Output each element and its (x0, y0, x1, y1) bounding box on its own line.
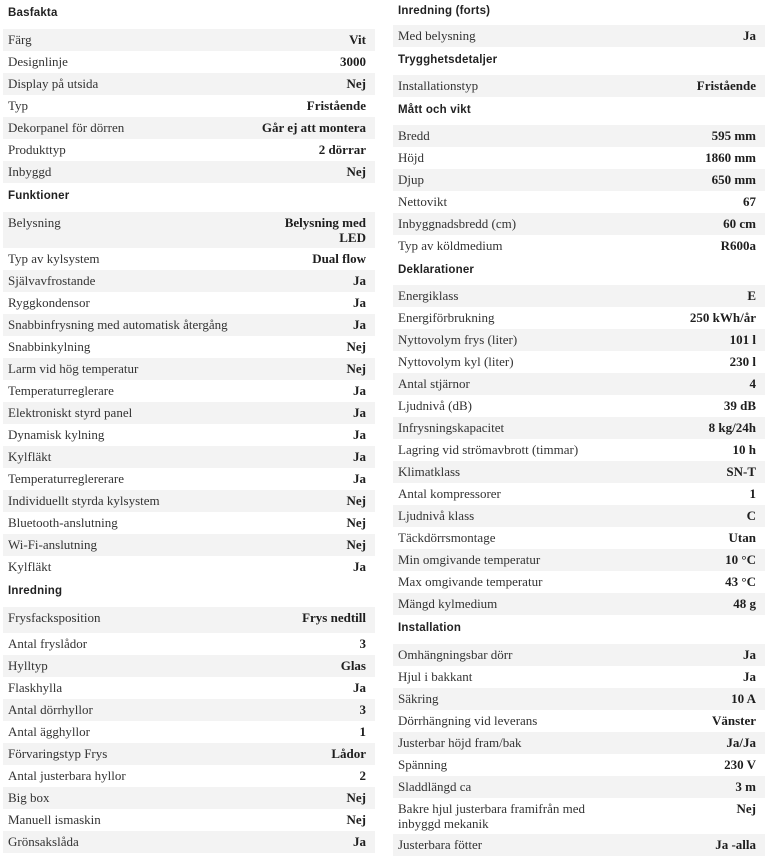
spec-row (3, 556, 375, 578)
spec-label: Temperaturreglererare (8, 471, 125, 486)
spec-label: Dynamisk kylning (8, 427, 105, 442)
spec-row (393, 593, 765, 615)
spec-row (3, 765, 375, 787)
spec-label: Självavfrostande (8, 273, 96, 288)
spec-row (3, 677, 375, 699)
spec-row (393, 351, 765, 373)
spec-value: Ja (743, 28, 756, 43)
spec-value: Ja (353, 449, 366, 464)
spec-row (393, 461, 765, 483)
spec-row (393, 666, 765, 688)
spec-label: Spänning (398, 757, 448, 772)
spec-label: Djup (398, 172, 424, 187)
spec-label: Med belysning (398, 28, 476, 43)
spec-row (393, 754, 765, 776)
spec-label: Antal justerbara hyllor (8, 768, 126, 783)
spec-value: Ja (743, 647, 756, 662)
spec-value: 10 h (732, 442, 756, 457)
spec-value: 4 (749, 376, 756, 391)
spec-value: Frys nedtill (302, 610, 366, 625)
spec-value: 230 l (729, 354, 756, 369)
spec-row (3, 139, 375, 161)
spec-value: 230 V (724, 757, 756, 772)
spec-value: Vänster (711, 713, 756, 728)
spec-value: Ja (353, 317, 366, 332)
spec-row (3, 95, 375, 117)
spec-label: Hjul i bakkant (398, 669, 473, 684)
spec-row (393, 505, 765, 527)
spec-value: Ja (353, 471, 366, 486)
spec-row (3, 809, 375, 831)
spec-column-left (3, 0, 375, 853)
spec-value: Glas (340, 658, 366, 673)
spec-label: Typ av kylsystem (8, 251, 100, 266)
spec-value: Ja (353, 273, 366, 288)
spec-value: SN-T (726, 464, 756, 479)
spec-row (393, 571, 765, 593)
spec-row (3, 633, 375, 655)
spec-row (3, 380, 375, 402)
spec-row (3, 721, 375, 743)
section-title-inredning: Inredning (8, 585, 63, 597)
spec-value: Ja (353, 680, 366, 695)
spec-label: Ljudnivå klass (398, 508, 475, 523)
spec-label: Big box (8, 790, 50, 805)
spec-row (3, 490, 375, 512)
spec-label: Belysning (8, 215, 61, 230)
section-title-inredning-forts: Inredning (forts) (398, 5, 491, 17)
spec-value: 48 g (733, 596, 756, 611)
section-title-installation: Installation (398, 622, 462, 634)
spec-value: Vit (349, 32, 366, 47)
spec-label: Bakre hjul justerbara framifrån med inbyggd mekanik (398, 801, 585, 831)
spec-value: Ja (353, 295, 366, 310)
spec-row (3, 117, 375, 139)
spec-row (393, 688, 765, 710)
spec-label: Frysfacksposition (8, 610, 101, 625)
spec-value: 39 dB (723, 398, 756, 413)
spec-row (393, 395, 765, 417)
spec-label: Kylfläkt (8, 559, 52, 574)
spec-row (3, 655, 375, 677)
spec-label: Typ (8, 98, 29, 113)
spec-label: Manuell ismaskin (8, 812, 101, 827)
spec-value: Nej (346, 537, 366, 552)
spec-row (393, 213, 765, 235)
spec-row (393, 644, 765, 666)
spec-row (393, 527, 765, 549)
spec-value: 67 (743, 194, 756, 209)
spec-value: Nej (346, 361, 366, 376)
spec-row (393, 549, 765, 571)
spec-label: Typ av köldmedium (398, 238, 503, 253)
spec-label: Nettovikt (398, 194, 448, 209)
spec-value: 1 (359, 724, 366, 739)
spec-label: Färg (8, 32, 32, 47)
spec-label: Flaskhylla (8, 680, 63, 695)
spec-row (393, 776, 765, 798)
spec-row (393, 191, 765, 213)
spec-label: Antal stjärnor (398, 376, 470, 391)
spec-row (393, 285, 765, 307)
spec-value: 10 °C (725, 552, 756, 567)
spec-value: C (746, 508, 756, 523)
spec-value: 2 (359, 768, 366, 783)
spec-column-right (393, 0, 765, 856)
section-title-matt-och-vikt: Mått och vikt (398, 104, 471, 116)
spec-value: 2 dörrar (318, 142, 366, 157)
spec-row (393, 307, 765, 329)
spec-label: Antal ägghyllor (8, 724, 90, 739)
spec-label: Nyttovolym frys (liter) (398, 332, 518, 347)
spec-label: Klimatklass (398, 464, 461, 479)
section-title-funktioner: Funktioner (8, 190, 70, 202)
spec-label: Individuellt styrda kylsystem (8, 493, 160, 508)
spec-row (393, 329, 765, 351)
spec-value: 3000 (340, 54, 366, 69)
spec-value: Ja (353, 383, 366, 398)
spec-value: Nej (736, 801, 756, 816)
spec-row (393, 147, 765, 169)
spec-value: Utan (728, 530, 756, 545)
spec-label: Justerbar höjd fram/bak (398, 735, 522, 750)
spec-value: Fristående (696, 78, 756, 93)
spec-label: Justerbara fötter (398, 837, 483, 852)
spec-label: Installationstyp (398, 78, 479, 93)
spec-row (3, 424, 375, 446)
spec-value: 1 (749, 486, 756, 501)
spec-row (3, 73, 375, 95)
spec-label: Mängd kylmedium (398, 596, 498, 611)
spec-label: Sladdlängd ca (398, 779, 472, 794)
spec-label: Min omgivande temperatur (398, 552, 541, 567)
spec-value: Nej (346, 790, 366, 805)
spec-label: Antal kompressorer (398, 486, 501, 501)
spec-label: Snabbinkylning (8, 339, 91, 354)
spec-label: Snabbinfrysning med automatisk återgång (8, 317, 228, 332)
spec-label: Hylltyp (8, 658, 48, 673)
spec-label: Säkring (398, 691, 439, 706)
spec-row (3, 446, 375, 468)
section-title-basfakta: Basfakta (8, 7, 58, 19)
spec-label: Larm vid hög temperatur (8, 361, 139, 376)
spec-label: Temperaturreglerare (8, 383, 114, 398)
spec-row (393, 25, 765, 47)
spec-label: Antal fryslådor (8, 636, 88, 651)
spec-value: Nej (346, 164, 366, 179)
spec-row (3, 607, 375, 633)
spec-row (3, 468, 375, 490)
spec-row (3, 212, 375, 248)
spec-label: Elektroniskt styrd panel (8, 405, 133, 420)
spec-row (393, 439, 765, 461)
spec-row (393, 483, 765, 505)
spec-value: 595 mm (711, 128, 756, 143)
spec-row (393, 710, 765, 732)
spec-value: 250 kWh/år (689, 310, 756, 325)
spec-value: 3 m (735, 779, 756, 794)
spec-value: Nej (346, 76, 366, 91)
spec-row (3, 402, 375, 424)
spec-value: Belysning med LED (284, 215, 366, 245)
spec-label: Höjd (398, 150, 424, 165)
spec-label: Inbyggd (8, 164, 52, 179)
spec-value: E (747, 288, 756, 303)
spec-row (3, 336, 375, 358)
spec-row (3, 699, 375, 721)
spec-row (3, 51, 375, 73)
spec-value: 650 mm (711, 172, 756, 187)
spec-value: R600a (720, 238, 756, 253)
spec-label: Nyttovolym kyl (liter) (398, 354, 514, 369)
spec-value: 60 cm (723, 216, 756, 231)
spec-value: Ja (353, 834, 366, 849)
spec-label: Täckdörrsmontage (398, 530, 496, 545)
spec-label: Bluetooth-anslutning (8, 515, 118, 530)
spec-value: Nej (346, 812, 366, 827)
spec-value: Nej (346, 515, 366, 530)
spec-value: 8 kg/24h (708, 420, 756, 435)
spec-label: Kylfläkt (8, 449, 52, 464)
spec-label: Ljudnivå (dB) (398, 398, 473, 413)
spec-label: Max omgivande temperatur (398, 574, 543, 589)
spec-value: Ja (353, 559, 366, 574)
spec-value: Nej (346, 339, 366, 354)
section-title-trygghetsdetaljer: Trygghetsdetaljer (398, 54, 498, 66)
spec-label: Designlinje (8, 54, 68, 69)
spec-row (3, 358, 375, 380)
spec-row (3, 29, 375, 51)
spec-label: Bredd (398, 128, 430, 143)
spec-value: 101 l (729, 332, 756, 347)
spec-row (3, 314, 375, 336)
spec-label: Inbyggnadsbredd (cm) (398, 216, 517, 231)
spec-value: 43 °C (725, 574, 756, 589)
spec-value: Fristående (306, 98, 366, 113)
spec-row (3, 292, 375, 314)
spec-label: Energiklass (398, 288, 459, 303)
spec-row (3, 270, 375, 292)
spec-label: Wi-Fi-anslutning (8, 537, 98, 552)
spec-row (393, 798, 765, 834)
spec-label: Omhängningsbar dörr (398, 647, 513, 662)
spec-value: Ja (353, 405, 366, 420)
spec-row (3, 831, 375, 853)
spec-row (393, 834, 765, 856)
spec-row (393, 732, 765, 754)
spec-row (3, 743, 375, 765)
spec-value: 10 A (731, 691, 756, 706)
spec-value: Ja -alla (715, 837, 756, 852)
spec-label: Infrysningskapacitet (398, 420, 505, 435)
spec-value: Ja (353, 427, 366, 442)
spec-value: Ja (743, 669, 756, 684)
spec-label: Grönsakslåda (8, 834, 79, 849)
section-title-deklarationer: Deklarationer (398, 264, 475, 276)
spec-value: Dual flow (312, 251, 366, 266)
spec-value: Nej (346, 493, 366, 508)
spec-value: 1860 mm (705, 150, 756, 165)
spec-value: Ja/Ja (726, 735, 756, 750)
spec-row (3, 512, 375, 534)
spec-row (393, 235, 765, 257)
spec-row (393, 169, 765, 191)
spec-label: Ryggkondensor (8, 295, 90, 310)
spec-label: Produkttyp (8, 142, 66, 157)
spec-value: Går ej att montera (261, 120, 366, 135)
spec-row (393, 125, 765, 147)
spec-label: Förvaringstyp Frys (8, 746, 108, 761)
spec-label: Energiförbrukning (398, 310, 495, 325)
spec-value: 3 (359, 636, 366, 651)
spec-value: 3 (359, 702, 366, 717)
spec-row (393, 417, 765, 439)
spec-label: Lagring vid strömavbrott (timmar) (398, 442, 579, 457)
spec-label: Dörrhängning vid leverans (398, 713, 538, 728)
spec-value: Lådor (331, 746, 366, 761)
spec-row (3, 787, 375, 809)
spec-row (393, 75, 765, 97)
spec-label: Display på utsida (8, 76, 99, 91)
spec-label: Antal dörrhyllor (8, 702, 93, 717)
spec-label: Dekorpanel för dörren (8, 120, 125, 135)
spec-row (3, 248, 375, 270)
spec-row (393, 373, 765, 395)
spec-row (3, 534, 375, 556)
spec-row (3, 161, 375, 183)
